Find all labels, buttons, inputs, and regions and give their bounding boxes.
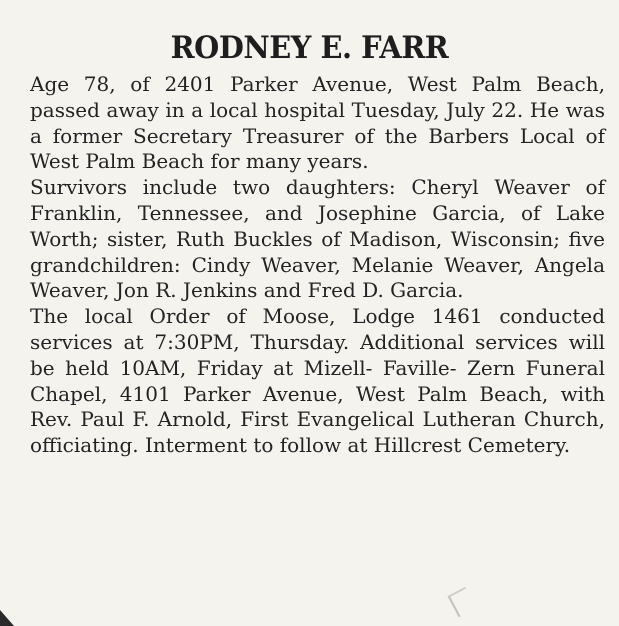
obituary-paragraph-1: Age 78, of 2401 Parker Avenue, West Palm Beach, passed away in a local hospital Tuesday, July 22. He was a former Secretary Treasurer of the Barbers Local of West Palm Beach for many years. bbox=[30, 72, 605, 174]
obituary-paragraph-2: Survivors include two daughters: Cheryl Weaver of Franklin, Tennessee, and Josephine Garcia, of Lake Worth; sister, Ruth Buckles of Madison, Wisconsin; five grandchildren: Cindy Weaver, Melanie Weaver, Angela Weaver, Jon R. Jenkins and Fred D. Garcia. bbox=[30, 175, 605, 303]
obituary-paragraph-3: The local Order of Moose, Lodge 1461 conducted services at 7:30PM, Thursday. Additional services will be held 10AM, Friday at Mizell- Faville- Zern Funeral Chapel, 4101 Parker Avenue, West Palm Beach, with Rev. Paul F. Arnold, First Evangelical Lutheran Church, officiating. Interment to follow at Hillcrest Cemetery. bbox=[30, 304, 605, 458]
obituary-body bbox=[30, 72, 605, 459]
print-smudge bbox=[448, 587, 477, 618]
obituary-headline: RODNEY E. FARR bbox=[170, 30, 449, 66]
clipping-edge-mark bbox=[0, 610, 14, 626]
